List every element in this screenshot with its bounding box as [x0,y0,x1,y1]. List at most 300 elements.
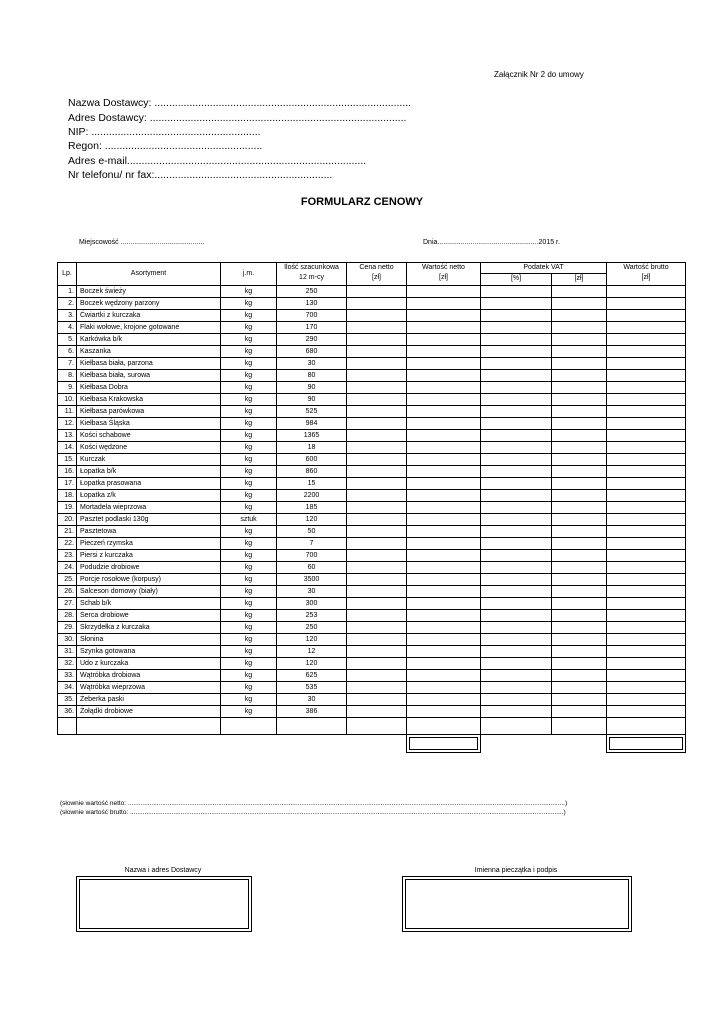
vat-percent-cell[interactable] [481,694,552,706]
vat-amount-cell[interactable] [552,334,607,346]
vat-amount-cell[interactable] [552,682,607,694]
gross-value-cell[interactable] [607,694,686,706]
gross-value-cell[interactable] [607,562,686,574]
quantity-cell: 12 [277,646,347,658]
vat-amount-cell[interactable] [552,490,607,502]
supplier-regon-field[interactable]: Regon: ...................................................... [68,140,263,152]
gross-value-cell[interactable] [607,550,686,562]
vat-percent-cell[interactable] [481,490,552,502]
unit-cell: kg [221,706,277,718]
vat-percent-cell[interactable] [481,394,552,406]
product-name: Mortadela wieprzowa [77,502,221,514]
table-row [58,706,686,718]
vat-amount-cell[interactable] [552,646,607,658]
product-name: Pasztet podlaski 130g [77,514,221,526]
net-price-cell[interactable] [347,550,407,562]
net-value-cell[interactable] [407,310,481,322]
gross-value-cell[interactable] [607,394,686,406]
table-row [58,598,686,610]
net-value-cell[interactable] [407,418,481,430]
quantity-cell: 2200 [277,490,347,502]
vat-amount-cell[interactable] [552,286,607,298]
row-number: 26. [58,586,77,598]
vat-amount-cell[interactable] [552,550,607,562]
net-value-cell[interactable] [407,334,481,346]
gross-value-cell[interactable] [607,670,686,682]
net-value-in-words[interactable]: (słownie wartość netto: ..................................................................................................................................................................................................................................................) [60,800,568,807]
vat-amount-cell[interactable] [552,466,607,478]
supplier-phone-field[interactable]: Nr telefonu/ nr fax:............................................................. [68,169,333,181]
supplier-name-address-box[interactable] [76,876,252,932]
vat-percent-cell[interactable] [481,322,552,334]
net-value-cell[interactable] [407,430,481,442]
net-value-cell[interactable] [407,322,481,334]
gross-value-cell[interactable] [607,406,686,418]
vat-percent-cell[interactable] [481,502,552,514]
net-value-cell[interactable] [407,658,481,670]
net-value-cell[interactable] [407,406,481,418]
net-value-cell[interactable] [407,634,481,646]
vat-amount-cell[interactable] [552,694,607,706]
net-price-cell[interactable] [347,382,407,394]
total-net-value-box[interactable] [407,735,481,753]
row-number: 11. [58,406,77,418]
quantity-cell: 30 [277,358,347,370]
vat-percent-cell[interactable] [481,430,552,442]
unit-cell: kg [221,586,277,598]
row-number: 17. [58,478,77,490]
net-value-cell[interactable] [407,562,481,574]
gross-value-cell[interactable] [607,610,686,622]
vat-percent-cell[interactable] [481,286,552,298]
vat-amount-cell[interactable] [552,670,607,682]
gross-value-cell[interactable] [607,634,686,646]
gross-value-cell[interactable] [607,382,686,394]
quantity-cell: 120 [277,634,347,646]
unit-cell: kg [221,406,277,418]
row-number: 1. [58,286,77,298]
unit-cell: kg [221,382,277,394]
unit-cell: kg [221,550,277,562]
net-price-cell[interactable] [347,526,407,538]
row-number: 18. [58,490,77,502]
unit-cell: kg [221,658,277,670]
net-price-cell[interactable] [347,394,407,406]
vat-percent-cell[interactable] [481,634,552,646]
quantity-cell: 30 [277,694,347,706]
vat-percent-cell[interactable] [481,370,552,382]
product-name: Łopatka b/k [77,466,221,478]
net-price-cell[interactable] [347,502,407,514]
vat-amount-cell[interactable] [552,526,607,538]
net-value-cell[interactable] [407,706,481,718]
table-row [58,406,686,418]
vat-percent-cell[interactable] [481,310,552,322]
vat-amount-cell[interactable] [552,406,607,418]
vat-amount-cell[interactable] [552,454,607,466]
product-name: Podudzie drobiowe [77,562,221,574]
table-row [58,670,686,682]
table-row [58,334,686,346]
vat-amount-cell[interactable] [552,346,607,358]
vat-amount-cell[interactable] [552,562,607,574]
net-value-cell[interactable] [407,610,481,622]
gross-value-cell[interactable] [607,598,686,610]
net-price-cell[interactable] [347,334,407,346]
vat-percent-cell[interactable] [481,478,552,490]
net-value-cell[interactable] [407,586,481,598]
product-name: Ćwiartki z kurczaka [77,310,221,322]
row-number: 14. [58,442,77,454]
vat-amount-cell[interactable] [552,658,607,670]
row-number: 9. [58,382,77,394]
gross-value-cell[interactable] [607,658,686,670]
net-value-cell[interactable] [407,490,481,502]
row-number: 22. [58,538,77,550]
net-price-cell[interactable] [347,658,407,670]
gross-value-cell[interactable] [607,646,686,658]
vat-amount-cell[interactable] [552,514,607,526]
net-price-cell[interactable] [347,634,407,646]
unit-cell: kg [221,502,277,514]
quantity-cell: 250 [277,622,347,634]
row-number: 36. [58,706,77,718]
vat-amount-cell[interactable] [552,478,607,490]
quantity-cell: 30 [277,586,347,598]
vat-percent-cell[interactable] [481,586,552,598]
net-value-cell[interactable] [407,574,481,586]
gross-value-cell[interactable] [607,478,686,490]
vat-percent-cell[interactable] [481,610,552,622]
quantity-cell: 7 [277,538,347,550]
vat-percent-cell[interactable] [481,514,552,526]
vat-amount-cell[interactable] [552,430,607,442]
gross-value-cell[interactable] [607,586,686,598]
product-name: Pasztetowa [77,526,221,538]
vat-amount-cell[interactable] [552,622,607,634]
net-price-cell[interactable] [347,418,407,430]
product-name: Schab b/k [77,598,221,610]
unit-cell: kg [221,694,277,706]
gross-value-cell[interactable] [607,454,686,466]
table-row [58,370,686,382]
net-price-cell[interactable] [347,598,407,610]
date-field[interactable]: Dnia....................................................2015 r. [423,239,560,246]
unit-cell: kg [221,538,277,550]
vat-percent-cell[interactable] [481,442,552,454]
net-price-cell[interactable] [347,586,407,598]
net-value-cell[interactable] [407,370,481,382]
table-row [58,346,686,358]
price-table [57,262,686,753]
gross-value-cell[interactable] [607,682,686,694]
net-value-cell[interactable] [407,442,481,454]
supplier-email-field[interactable]: Adres e-mail.................................................................................. [68,155,367,167]
net-price-cell[interactable] [347,322,407,334]
unit-cell: kg [221,646,277,658]
vat-amount-cell[interactable] [552,598,607,610]
vat-percent-cell[interactable] [481,406,552,418]
form-title: FORMULARZ CENOWY [300,196,424,208]
net-price-cell[interactable] [347,562,407,574]
vat-amount-cell[interactable] [552,298,607,310]
net-price-cell[interactable] [347,622,407,634]
table-row [58,622,686,634]
quantity-cell: 18 [277,442,347,454]
net-price-cell[interactable] [347,370,407,382]
vat-percent-cell[interactable] [481,418,552,430]
net-value-cell[interactable] [407,670,481,682]
total-gross-value-box[interactable] [607,735,686,753]
net-value-cell[interactable] [407,682,481,694]
net-value-cell[interactable] [407,526,481,538]
unit-cell: kg [221,454,277,466]
vat-percent-cell[interactable] [481,382,552,394]
row-number: 4. [58,322,77,334]
product-name: Kiełbasa parówkowa [77,406,221,418]
vat-amount-cell[interactable] [552,382,607,394]
net-value-cell[interactable] [407,454,481,466]
unit-cell: kg [221,490,277,502]
vat-percent-cell[interactable] [481,298,552,310]
vat-percent-cell[interactable] [481,526,552,538]
unit-cell: kg [221,286,277,298]
vat-percent-cell[interactable] [481,622,552,634]
unit-cell: kg [221,394,277,406]
product-name: Kości wędzone [77,442,221,454]
net-value-cell[interactable] [407,466,481,478]
gross-value-cell[interactable] [607,706,686,718]
net-price-cell[interactable] [347,298,407,310]
unit-cell: kg [221,334,277,346]
table-row [58,502,686,514]
unit-cell: kg [221,670,277,682]
unit-cell: sztuk [221,514,277,526]
net-value-cell[interactable] [407,502,481,514]
gross-value-cell[interactable] [607,442,686,454]
net-price-cell[interactable] [347,694,407,706]
vat-percent-cell[interactable] [481,670,552,682]
quantity-cell: 290 [277,334,347,346]
supplier-name-address-label: Nazwa i adres Dostawcy [124,867,202,874]
quantity-cell: 600 [277,454,347,466]
header-lp: Lp. [58,263,77,286]
product-name: Wątróbka drobiowa [77,670,221,682]
vat-percent-cell[interactable] [481,658,552,670]
net-price-cell[interactable] [347,646,407,658]
gross-value-cell[interactable] [607,538,686,550]
vat-amount-cell[interactable] [552,586,607,598]
net-value-cell[interactable] [407,646,481,658]
gross-value-cell[interactable] [607,574,686,586]
vat-percent-cell[interactable] [481,358,552,370]
place-field[interactable]: Miejscowość ........................................... [79,239,205,246]
unit-cell: kg [221,478,277,490]
vat-percent-cell[interactable] [481,454,552,466]
unit-cell: kg [221,610,277,622]
vat-amount-cell[interactable] [552,538,607,550]
quantity-cell: 535 [277,682,347,694]
table-row [58,454,686,466]
supplier-name-field[interactable]: Nazwa Dostawcy: ........................................................................................ [68,97,412,109]
net-value-cell[interactable] [407,394,481,406]
quantity-cell: 60 [277,562,347,574]
net-price-cell[interactable] [347,670,407,682]
table-row [58,478,686,490]
net-price-cell[interactable] [347,358,407,370]
vat-percent-cell[interactable] [481,538,552,550]
quantity-cell: 15 [277,478,347,490]
product-name: Kurczak [77,454,221,466]
unit-cell: kg [221,526,277,538]
gross-value-cell[interactable] [607,526,686,538]
table-row [58,550,686,562]
net-price-cell[interactable] [347,454,407,466]
gross-value-cell[interactable] [607,286,686,298]
vat-amount-cell[interactable] [552,502,607,514]
gross-value-cell[interactable] [607,358,686,370]
gross-value-cell[interactable] [607,502,686,514]
gross-value-cell[interactable] [607,514,686,526]
net-value-cell[interactable] [407,358,481,370]
vat-amount-cell[interactable] [552,310,607,322]
net-value-cell[interactable] [407,298,481,310]
net-value-cell[interactable] [407,622,481,634]
unit-cell: kg [221,466,277,478]
vat-percent-cell[interactable] [481,562,552,574]
product-name: Salceson domowy (biały) [77,586,221,598]
vat-amount-cell[interactable] [552,394,607,406]
row-number: 23. [58,550,77,562]
product-name: Karkówka b/k [77,334,221,346]
gross-value-cell[interactable] [607,310,686,322]
gross-value-cell[interactable] [607,430,686,442]
net-price-cell[interactable] [347,406,407,418]
net-price-cell[interactable] [347,490,407,502]
vat-percent-cell[interactable] [481,682,552,694]
vat-percent-cell[interactable] [481,334,552,346]
vat-percent-cell[interactable] [481,466,552,478]
net-price-cell[interactable] [347,514,407,526]
gross-value-in-words[interactable]: (słownie wartość brutto: ................................................................................................................................................................................................................................................) [60,809,566,816]
table-row [58,538,686,550]
stamp-signature-box[interactable] [402,876,632,932]
product-name: Kiełbasa biała, parzona [77,358,221,370]
header-vat-percent: [%] [481,274,552,286]
gross-value-cell[interactable] [607,466,686,478]
row-number: 35. [58,694,77,706]
gross-value-cell[interactable] [607,322,686,334]
gross-value-cell[interactable] [607,346,686,358]
net-price-cell[interactable] [347,574,407,586]
net-value-cell[interactable] [407,382,481,394]
net-value-cell[interactable] [407,694,481,706]
gross-value-cell[interactable] [607,370,686,382]
product-name: Serca drobiowe [77,610,221,622]
net-price-cell[interactable] [347,442,407,454]
gross-value-cell[interactable] [607,490,686,502]
table-row [58,358,686,370]
vat-percent-cell[interactable] [481,598,552,610]
gross-value-cell[interactable] [607,622,686,634]
net-price-cell[interactable] [347,682,407,694]
product-name: Żołądki drobiowe [77,706,221,718]
quantity-cell: 1365 [277,430,347,442]
unit-cell: kg [221,442,277,454]
vat-amount-cell[interactable] [552,418,607,430]
net-value-cell[interactable] [407,286,481,298]
product-name: Szynka gotowana [77,646,221,658]
net-value-cell[interactable] [407,346,481,358]
gross-value-cell[interactable] [607,334,686,346]
product-name: Boczek świeży [77,286,221,298]
vat-percent-cell[interactable] [481,550,552,562]
net-value-cell[interactable] [407,550,481,562]
net-price-cell[interactable] [347,538,407,550]
gross-value-cell[interactable] [607,298,686,310]
header-vat-amount: [zł] [552,274,607,286]
row-number: 28. [58,610,77,622]
net-value-cell[interactable] [407,514,481,526]
product-name: Łopatka z/k [77,490,221,502]
net-price-cell[interactable] [347,286,407,298]
quantity-cell: 90 [277,382,347,394]
vat-amount-cell[interactable] [552,370,607,382]
row-number: 27. [58,598,77,610]
table-row [58,610,686,622]
vat-amount-cell[interactable] [552,634,607,646]
net-price-cell[interactable] [347,466,407,478]
vat-percent-cell[interactable] [481,574,552,586]
unit-cell: kg [221,574,277,586]
net-value-cell[interactable] [407,538,481,550]
vat-amount-cell[interactable] [552,610,607,622]
net-price-cell[interactable] [347,310,407,322]
product-name: Flaki wołowe, krojone gotowane [77,322,221,334]
vat-percent-cell[interactable] [481,706,552,718]
vat-amount-cell[interactable] [552,442,607,454]
supplier-address-field[interactable]: Adres Dostawcy: ........................................................................................ [68,112,407,124]
vat-amount-cell[interactable] [552,358,607,370]
vat-percent-cell[interactable] [481,646,552,658]
net-price-cell[interactable] [347,706,407,718]
net-value-cell[interactable] [407,478,481,490]
net-price-cell[interactable] [347,346,407,358]
header-vat: Podatek VAT [481,263,607,274]
table-row [58,634,686,646]
unit-cell: kg [221,622,277,634]
row-number: 10. [58,394,77,406]
vat-amount-cell[interactable] [552,706,607,718]
gross-value-cell[interactable] [607,418,686,430]
row-number: 8. [58,370,77,382]
net-value-cell[interactable] [407,598,481,610]
vat-amount-cell[interactable] [552,574,607,586]
vat-amount-cell[interactable] [552,322,607,334]
net-price-cell[interactable] [347,610,407,622]
supplier-nip-field[interactable]: NIP: .......................................................... [68,126,261,138]
quantity-cell: 120 [277,658,347,670]
quantity-cell: 120 [277,514,347,526]
vat-percent-cell[interactable] [481,346,552,358]
row-number: 7. [58,358,77,370]
net-price-cell[interactable] [347,430,407,442]
product-name: Łopatka prasowana [77,478,221,490]
table-row [58,562,686,574]
table-row [58,382,686,394]
quantity-cell: 253 [277,610,347,622]
net-price-cell[interactable] [347,478,407,490]
